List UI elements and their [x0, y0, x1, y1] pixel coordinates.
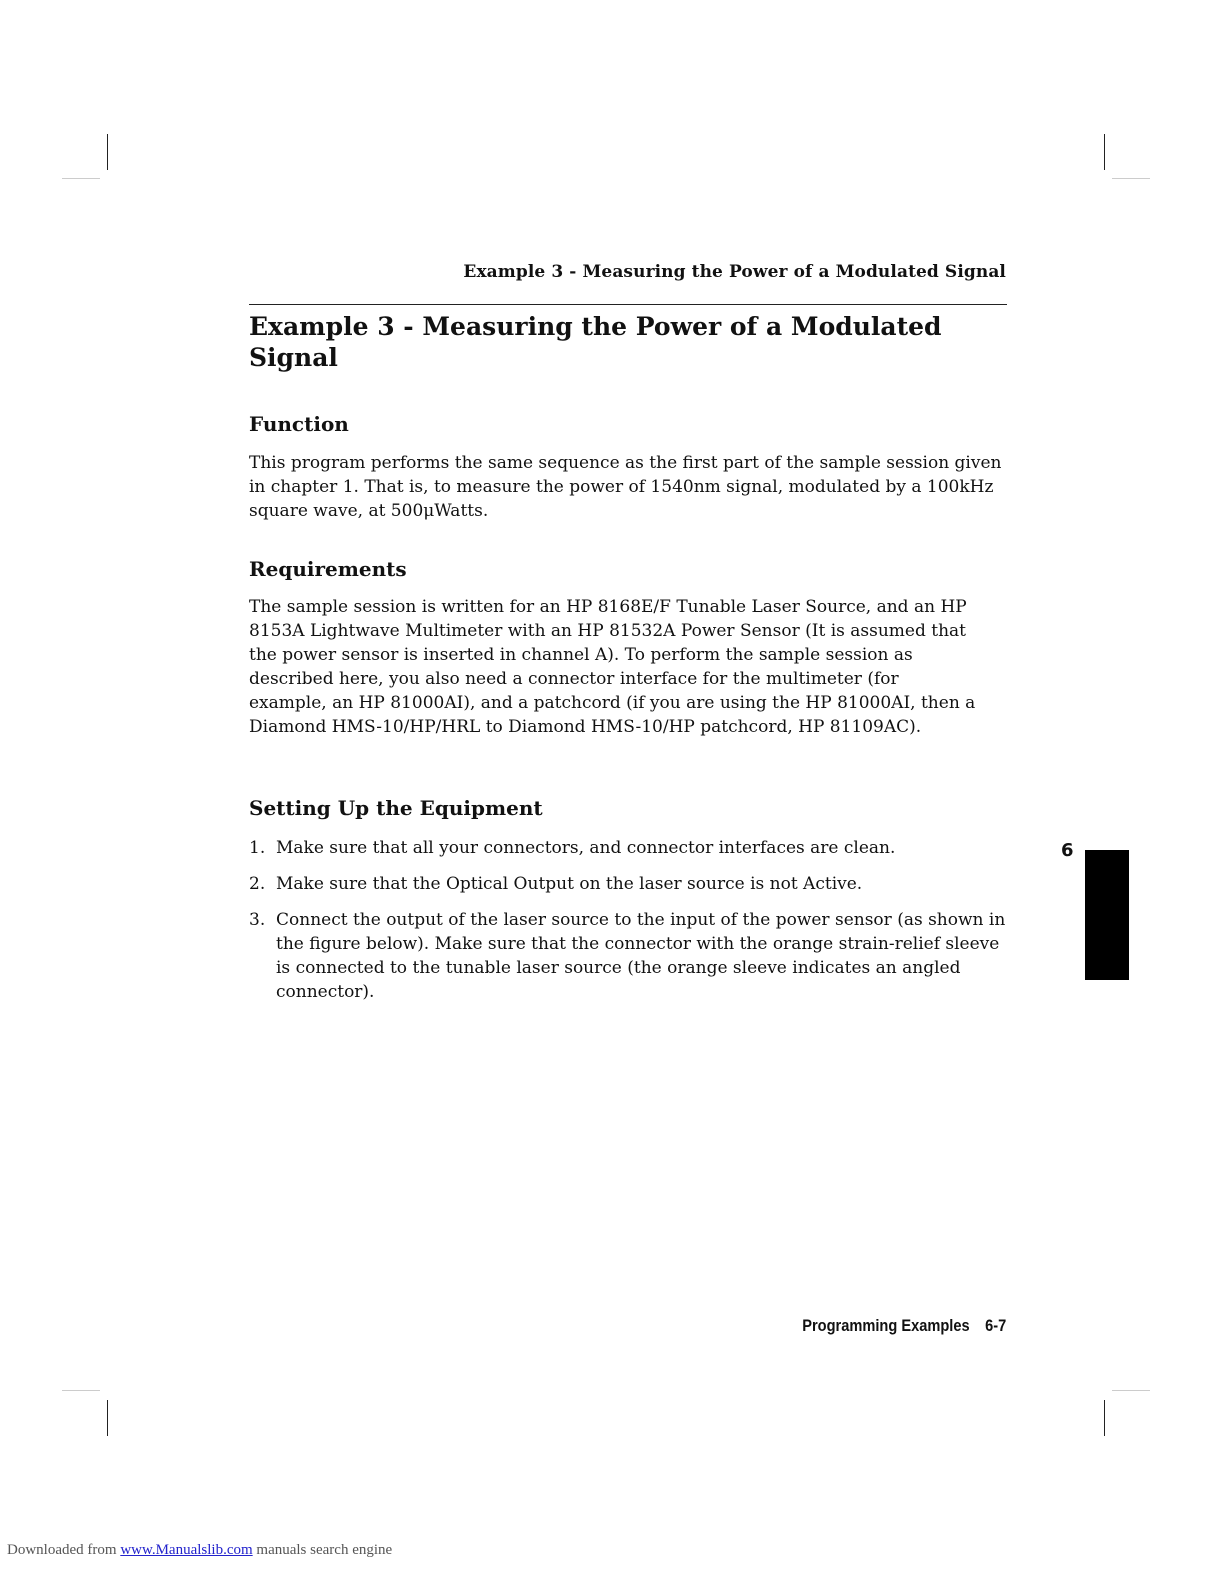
- step-text: Make sure that all your connectors, and connector interfaces are clean.: [276, 838, 896, 858]
- list-item: [249, 836, 1009, 860]
- page-title: Example 3 - Measuring the Power of a Modulated Signal: [249, 312, 942, 372]
- crop-mark: [107, 1400, 108, 1436]
- requirements-paragraph: The sample session is written for an HP 8168E/F Tunable Laser Source, and an HP 8153A Lightwave Multimeter with an HP 81532A Power Sensor (It is assumed that the power sensor is inserted in channel A). To perform the sample session as described here, you also need a connector interface for the multimeter (for example, an HP 81000AI), and a patchcord (if you are using the HP 81000AI, then a Diamond HMS-10/HP/HRL to Diamond HMS-10/HP patchcord, HP 81109AC).: [249, 597, 976, 737]
- step-number: 1.: [249, 838, 266, 858]
- list-item: [249, 872, 1009, 896]
- page-footer: [802, 1316, 1006, 1336]
- header-rule: [249, 304, 1007, 305]
- step-number: 3.: [249, 910, 266, 930]
- page-number: 6-7: [984, 1316, 1006, 1335]
- function-heading: Function: [249, 412, 349, 436]
- chapter-tab-number: 6: [1061, 840, 1074, 861]
- function-paragraph: This program performs the same sequence as the first part of the sample session given in chapter 1. That is, to measure the power of 1540nm signal, modulated by a 100kHz square wave, at 500μWatts.: [249, 453, 1002, 521]
- step-text: Connect the output of the laser source to the input of the power sensor (as shown in the figure below). Make sure that the connector with the orange strain-relief sleeve is connected to the tunable laser source (the orange sleeve indicates an angled connector).: [276, 910, 1006, 1002]
- step-text: Make sure that the Optical Output on the laser source is not Active.: [276, 874, 863, 894]
- running-header: Example 3 - Measuring the Power of a Modulated Signal: [463, 262, 1006, 282]
- crop-mark: [1112, 1390, 1150, 1391]
- requirements-heading: Requirements: [249, 557, 407, 581]
- download-prefix: Downloaded from: [7, 1542, 117, 1558]
- manualslib-link[interactable]: www.Manualslib.com: [120, 1542, 253, 1558]
- footer-section: Programming Examples: [802, 1316, 970, 1335]
- crop-mark: [1112, 178, 1150, 179]
- list-item: [249, 908, 1009, 1004]
- crop-mark: [1104, 1400, 1105, 1436]
- download-suffix: manuals search engine: [256, 1542, 393, 1558]
- crop-mark: [62, 1390, 100, 1391]
- crop-mark: [107, 134, 108, 170]
- chapter-tab-marker: [1085, 850, 1129, 980]
- crop-mark: [1104, 134, 1105, 170]
- crop-mark: [62, 178, 100, 179]
- step-number: 2.: [249, 874, 266, 894]
- download-notice: [7, 1542, 392, 1559]
- setup-heading: Setting Up the Equipment: [249, 796, 543, 820]
